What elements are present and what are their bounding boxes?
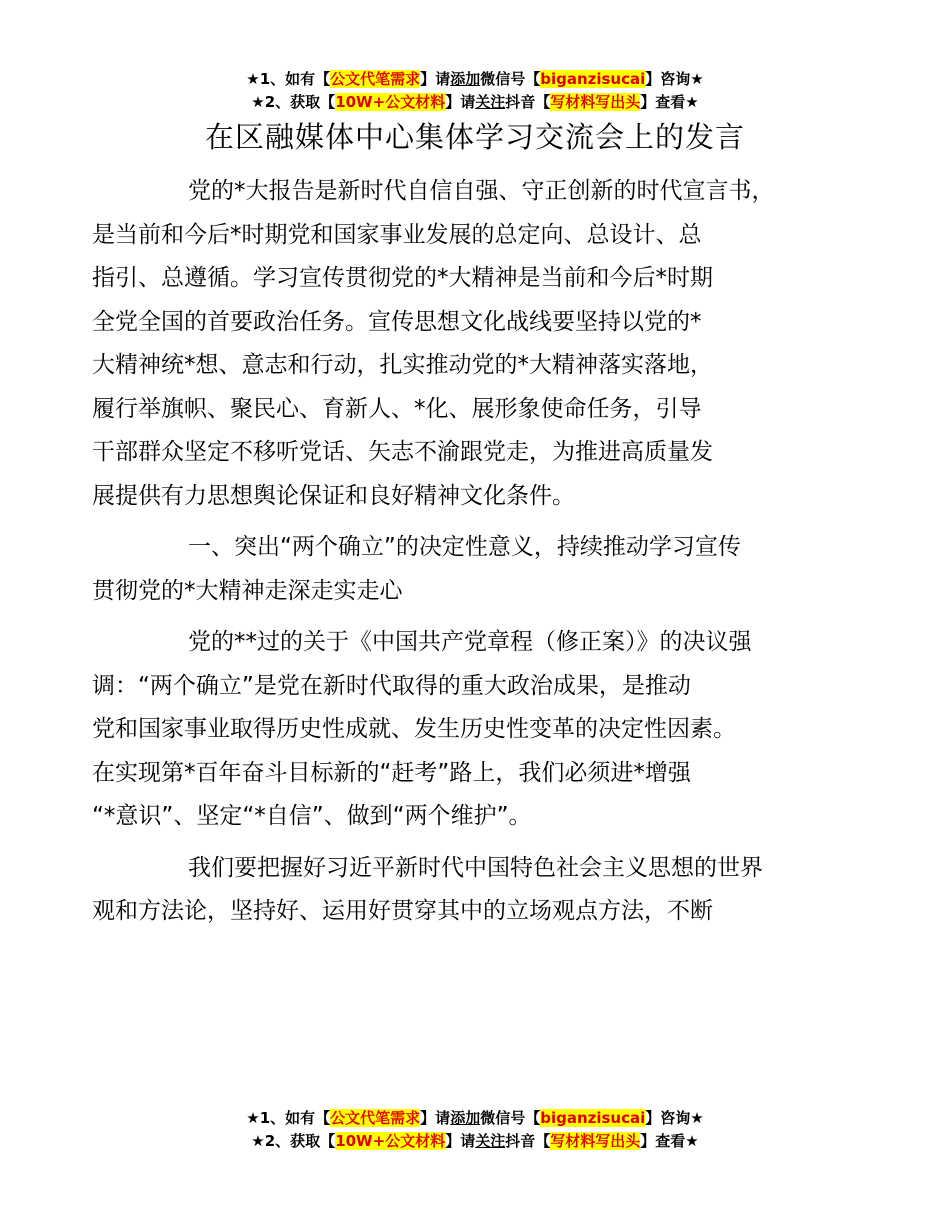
footer-banner: [0, 1107, 950, 1153]
highlight-wechat-id: biganzisucai: [540, 1109, 646, 1127]
highlight-douyin-account: 写材料写出头: [550, 1132, 641, 1150]
highlight-materials: 10W+公文材料: [335, 93, 446, 111]
banner-line-1: ★1、如有【公文代笔需求】请添加微信号【biganzisucai】咨询★: [246, 70, 704, 88]
highlight-service: 公文代笔需求: [330, 70, 421, 88]
paragraph: [92, 170, 820, 518]
highlight-service: 公文代笔需求: [330, 1109, 421, 1127]
text-line: 履行举旗帜、聚民心、育新人、*化、展形象使命任务，引导: [92, 395, 702, 422]
document-body: [92, 170, 820, 942]
text-line: 调：“两个确立”是党在新时代取得的重大政治成果，是推动: [92, 672, 691, 699]
text-line: 展提供有力思想舆论保证和良好精神文化条件。: [92, 482, 575, 509]
highlight-douyin-account: 写材料写出头: [550, 93, 641, 111]
text-line: “*意识”、坚定“*自信”、做到“两个维护”。: [92, 803, 532, 829]
text-line: 大精神统*想、意志和行动，扎实推动党的*大精神落实落地，: [92, 352, 713, 378]
text-line: 在实现第*百年奋斗目标新的“赶考”路上，我们必须进*增强: [92, 759, 691, 786]
text-line: 党和国家事业取得历史性成就、发生历史性变革的决定性因素。: [92, 716, 736, 742]
banner-line-2: ★2、获取【10W+公文材料】请关注抖音【写材料写出头】查看★: [251, 93, 699, 111]
document-title: 在区融媒体中心集体学习交流会上的发言: [204, 120, 745, 154]
text-line: 是当前和今后*时期党和国家事业发展的总定向、总设计、总: [92, 221, 702, 248]
banner-line-2: ★2、获取【10W+公文材料】请关注抖音【写材料写出头】查看★: [251, 1132, 699, 1150]
text-line: 全党全国的首要政治任务。宣传思想文化战线要坚持以党的*: [92, 308, 702, 335]
highlight-materials: 10W+公文材料: [335, 1132, 446, 1150]
text-line: 党的*大报告是新时代自信自强、守正创新的时代宣言书，: [188, 178, 775, 204]
banner-line-1: ★1、如有【公文代笔需求】请添加微信号【biganzisucai】咨询★: [246, 1109, 704, 1127]
text-line: 一、突出“两个确立”的决定性意义，持续推动学习宣传: [188, 534, 741, 560]
text-line: 党的**过的关于《中国共产党章程（修正案）》的决议强: [188, 629, 752, 655]
text-line: 我们要把握好习近平新时代中国特色社会主义思想的世界: [188, 854, 763, 881]
text-line: 干部群众坚定不移听党话、矢志不渝跟党走，为推进高质量发: [92, 439, 713, 465]
paragraph: [92, 847, 820, 934]
text-line: 指引、总遵循。学习宣传贯彻党的*大精神是当前和今后*时期: [92, 265, 713, 291]
section-heading: [92, 526, 820, 613]
highlight-wechat-id: biganzisucai: [540, 70, 646, 88]
text-line: 观和方法论，坚持好、运用好贯穿其中的立场观点方法，不断: [92, 898, 713, 924]
text-line: 贯彻党的*大精神走深走实走心: [92, 577, 403, 604]
header-banner: [0, 68, 950, 114]
paragraph: [92, 621, 820, 839]
